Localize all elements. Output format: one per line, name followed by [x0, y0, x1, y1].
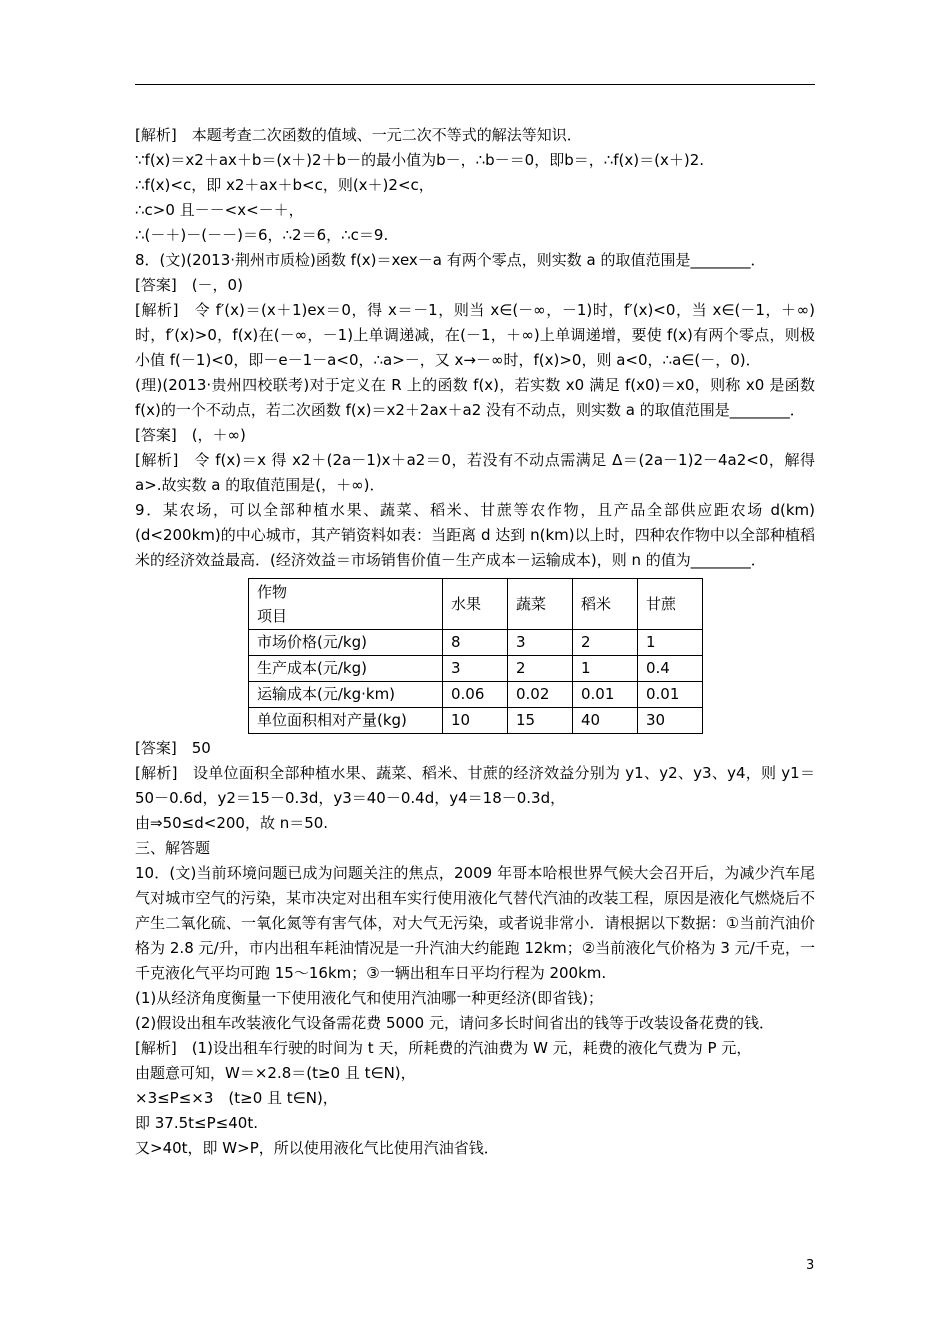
table-cell: 0.01	[638, 682, 703, 708]
table-row	[249, 656, 703, 682]
table-cell: 2	[508, 656, 573, 682]
answer-8-li: [答案] (，＋∞)	[135, 426, 246, 444]
solution-8-li: [解析] 令 f(x)＝x 得 x2＋(2a－1)x＋a2＝0，若没有不动点需满足 Δ＝(2a－1)2－4a2<0，解得 a>.故实数 a 的取值范围是(，＋∞)．	[135, 451, 815, 494]
table-cell: 15	[508, 708, 573, 734]
row-label: 运输成本(元/kg·km)	[249, 682, 443, 708]
column-header: 稻米	[573, 579, 638, 630]
corner-top-label: 作物	[257, 583, 288, 601]
page-number: 3	[806, 1258, 815, 1273]
table-cell: 1	[573, 656, 638, 682]
table-cell: 0.02	[508, 682, 573, 708]
row-label: 市场价格(元/kg)	[249, 630, 443, 656]
table-cell: 0.01	[573, 682, 638, 708]
table-cell: 10	[443, 708, 508, 734]
table-cell: 3	[508, 630, 573, 656]
solution-8: [解析] 令 f′(x)＝(x＋1)ex＝0，得 x＝－1，则当 x∈(－∞，－1)时，f′(x)<0，当 x∈(－1，＋∞)时，f′(x)>0，f(x)在(－∞，－1)上单调递减，在(－1，＋∞)上单调递增，要使 f(x)有两个零点，则极小值 f(－1)<0，即－e－1－a<0，∴a>－，又 x→－∞时，f(x)>0，则 a<0，∴a∈(－，0)．	[135, 301, 815, 369]
text-line: 即 37.5t≤P≤40t.	[135, 1114, 258, 1132]
answer-9: [答案] 50	[135, 739, 211, 757]
column-header: 水果	[443, 579, 508, 630]
row-label: 单位面积相对产量(kg)	[249, 708, 443, 734]
column-header: 蔬菜	[508, 579, 573, 630]
question-10: 10．(文)当前环境问题已成为问题关注的焦点，2009 年哥本哈根世界气候大会召开后，为减少汽车尾气对城市空气的污染，某市决定对出租车实行使用液化气替代汽油的改装工程，原因是液化气燃烧后不产生二氧化硫、一氧化氮等有害气体，对大气无污染，或者说非常小．请根据以下数据：①当前汽油价格为 2.8 元/升，市内出租车耗油情况是一升汽油大约能跑 12km；②当前液化气价格为 3 元/千克，一千克液化气平均可跑 15～16km；③一辆出租车日平均行程为 200km.	[135, 864, 815, 982]
document-body	[135, 123, 815, 1161]
table-header-row	[249, 579, 703, 630]
row-label: 生产成本(元/kg)	[249, 656, 443, 682]
data-table-wrap	[248, 578, 815, 734]
text-line: 由⇒50≤d<200，故 n＝50.	[135, 814, 329, 832]
text-line: ∴c>0 且－－<x<－＋，	[135, 201, 304, 219]
table-cell: 30	[638, 708, 703, 734]
text-line: ∴(－＋)－(－－)＝6，∴2＝6，∴c＝9.	[135, 226, 389, 244]
text-line: 又>40t，即 W>P，所以使用液化气比使用汽油省钱．	[135, 1139, 499, 1157]
text-line: (2)假设出租车改装液化气设备需花费 5000 元，请问多长时间省出的钱等于改装设备花费的钱．	[135, 1014, 774, 1032]
table-cell: 40	[573, 708, 638, 734]
table-corner-cell	[249, 579, 443, 630]
table-row	[249, 630, 703, 656]
table-cell: 0.06	[443, 682, 508, 708]
text-line: ×3≤P≤×3 (t≥0 且 t∈N)，	[135, 1089, 338, 1107]
table-cell: 0.4	[638, 656, 703, 682]
question-9: 9．某农场，可以全部种植水果、蔬菜、稻米、甘蔗等农作物，且产品全部供应距农场 d(km)(d<200km)的中心城市，其产销资料如表：当距离 d 达到 n(km)以上时，四种农作物中以全部种植稻米的经济效益最高．(经济效益＝市场销售价值－生产成本－运输成本)，则 n 的值为________．	[135, 501, 815, 569]
question-8: 8．(文)(2013·荆州市质检)函数 f(x)＝xex－a 有两个零点，则实数 a 的取值范围是________．	[135, 251, 766, 269]
column-header: 甘蔗	[638, 579, 703, 630]
solution-9: [解析] 设单位面积全部种植水果、蔬菜、稻米、甘蔗的经济效益分别为 y1、y2、y3、y4，则 y1＝50－0.6d，y2＝15－0.3d，y3＝40－0.4d，y4＝18－0.3d，	[135, 764, 815, 807]
answer-8: [答案] (－，0)	[135, 276, 243, 294]
text-line: (1)从经济角度衡量一下使用液化气和使用汽油哪一种更经济(即省钱)；	[135, 989, 603, 1007]
question-8-li: (理)(2013·贵州四校联考)对于定义在 R 上的函数 f(x)，若实数 x0 满足 f(x0)＝x0，则称 x0 是函数 f(x)的一个不动点，若二次函数 f(x)＝x2＋2ax＋a2 没有不动点，则实数 a 的取值范围是________．	[135, 376, 815, 419]
table-row	[249, 708, 703, 734]
text-line: ∴f(x)<c，即 x2＋ax＋b<c，则(x＋)2<c，	[135, 176, 434, 194]
corner-bottom-label: 项目	[257, 607, 288, 625]
text-line: ∵f(x)＝x2＋ax＋b＝(x＋)2＋b－的最小值为b－，∴b－＝0，即b＝，∴f(x)＝(x＋)2.	[135, 151, 705, 169]
crop-data-table	[248, 578, 703, 734]
text-line: 由题意可知，W＝×2.8＝(t≥0 且 t∈N)，	[135, 1064, 416, 1082]
table-cell: 2	[573, 630, 638, 656]
text-line: [解析] 本题考查二次函数的值域、一元二次不等式的解法等知识．	[135, 126, 582, 144]
table-row	[249, 682, 703, 708]
table-cell: 3	[443, 656, 508, 682]
table-cell: 8	[443, 630, 508, 656]
table-cell: 1	[638, 630, 703, 656]
text-line: [解析] (1)设出租车行驶的时间为 t 天，所耗费的汽油费为 W 元，耗费的液化气费为 P 元，	[135, 1039, 752, 1057]
header-rule	[135, 84, 815, 85]
section-heading: 三、解答题	[135, 839, 211, 857]
